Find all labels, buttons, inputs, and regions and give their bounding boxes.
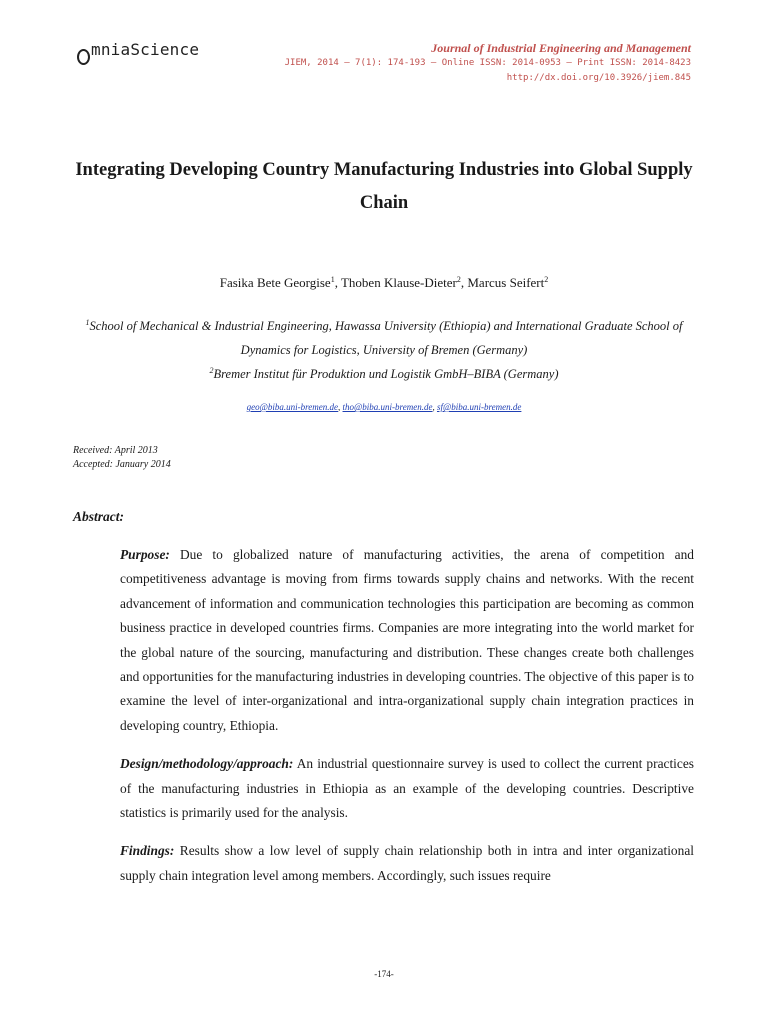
affiliation-sup: 2 [209, 366, 214, 375]
section-text: Due to globalized nature of manufacturing activities, the arena of competition and competitiveness advantage is moving from firms towards supply chains and networks. With the recent advancement of information and communication technologies this participation are becoming as common business practice in developed countries firms. Companies are more integrating into the world market for the global nature of the sourcing, manufacturing and distribution. These changes create both challenges and opportunities for the manufacturing industries in developing countries. The objective of this paper is to examine the level of inter-organizational and intra-organizational supply chain integration practices in developing country, Ethiopia. [120, 547, 694, 733]
author-sup: 1 [330, 275, 335, 284]
journal-header [285, 40, 691, 86]
affiliation-2 [60, 362, 708, 386]
author-emails: geo@biba.uni-bremen.de, tho@biba.uni-bremen.de, sf@biba.uni-bremen.de [246, 402, 522, 412]
dates-block [73, 444, 171, 472]
abstract-section-findings [120, 839, 694, 888]
affiliations [60, 314, 708, 386]
email-link[interactable]: tho@biba.uni-bremen.de [342, 402, 433, 412]
publisher-name: mniaScience [91, 40, 200, 59]
journal-name: Journal of Industrial Engineering and Management [431, 41, 691, 55]
paper-title: Integrating Developing Country Manufacturing Industries into Global Supply Chain [75, 160, 693, 213]
author-name: Fasika Bete Georgise [219, 275, 331, 290]
section-text: An industrial questionnaire survey is used to collect the current practices of the manufacturing industries in Ethiopia as an example of the developing countries. Descriptive statistics is primarily used for the analysis. [120, 756, 694, 821]
section-label: Design/methodology/approach: [120, 756, 294, 772]
received-date: Received: April 2013 [73, 445, 158, 456]
author-name: Thoben Klause-Dieter [340, 275, 457, 290]
author-sup: 2 [544, 275, 549, 284]
author-name: Marcus Seifert [467, 275, 545, 290]
omniascience-o-icon [77, 49, 90, 65]
email-link[interactable]: geo@biba.uni-bremen.de [246, 402, 339, 412]
abstract-heading: Abstract: [73, 509, 125, 524]
affiliation-1 [60, 314, 708, 362]
accepted-date: Accepted: January 2014 [73, 459, 171, 470]
email-link[interactable]: sf@biba.uni-bremen.de [436, 402, 522, 412]
abstract-section-purpose [120, 543, 694, 738]
affiliation-text: Bremer Institut für Produktion und Logistik GmbH–BIBA (Germany) [213, 367, 559, 381]
publisher-logo [77, 40, 199, 65]
abstract-section-design [120, 752, 694, 825]
doi-link[interactable]: http://dx.doi.org/10.3926/jiem.845 [506, 73, 691, 83]
abstract-body [120, 543, 694, 902]
section-text: Results show a low level of supply chain relationship both in intra and inter organizational supply chain integration level among members. Accordingly, such issues require [120, 843, 694, 883]
section-label: Findings: [120, 843, 175, 859]
affiliation-text: School of Mechanical & Industrial Engineering, Hawassa University (Ethiopia) and International Graduate School of Dynamics for Logistics, University of Bremen (Germany) [89, 319, 683, 357]
author-list: Fasika Bete Georgise$^1$, Thoben Klause-Dieter$^2$, Marcus Seifert$^2$ [219, 275, 549, 290]
affiliation-sup: 1 [85, 318, 90, 327]
section-label: Purpose: [120, 547, 170, 562]
page-number: -174- [374, 969, 394, 979]
citation-line: JIEM, 2014 – 7(1): 174-193 – Online ISSN: 2014-0953 – Print ISSN: 2014-8423 [284, 58, 691, 68]
author-sup: 2 [456, 275, 461, 284]
